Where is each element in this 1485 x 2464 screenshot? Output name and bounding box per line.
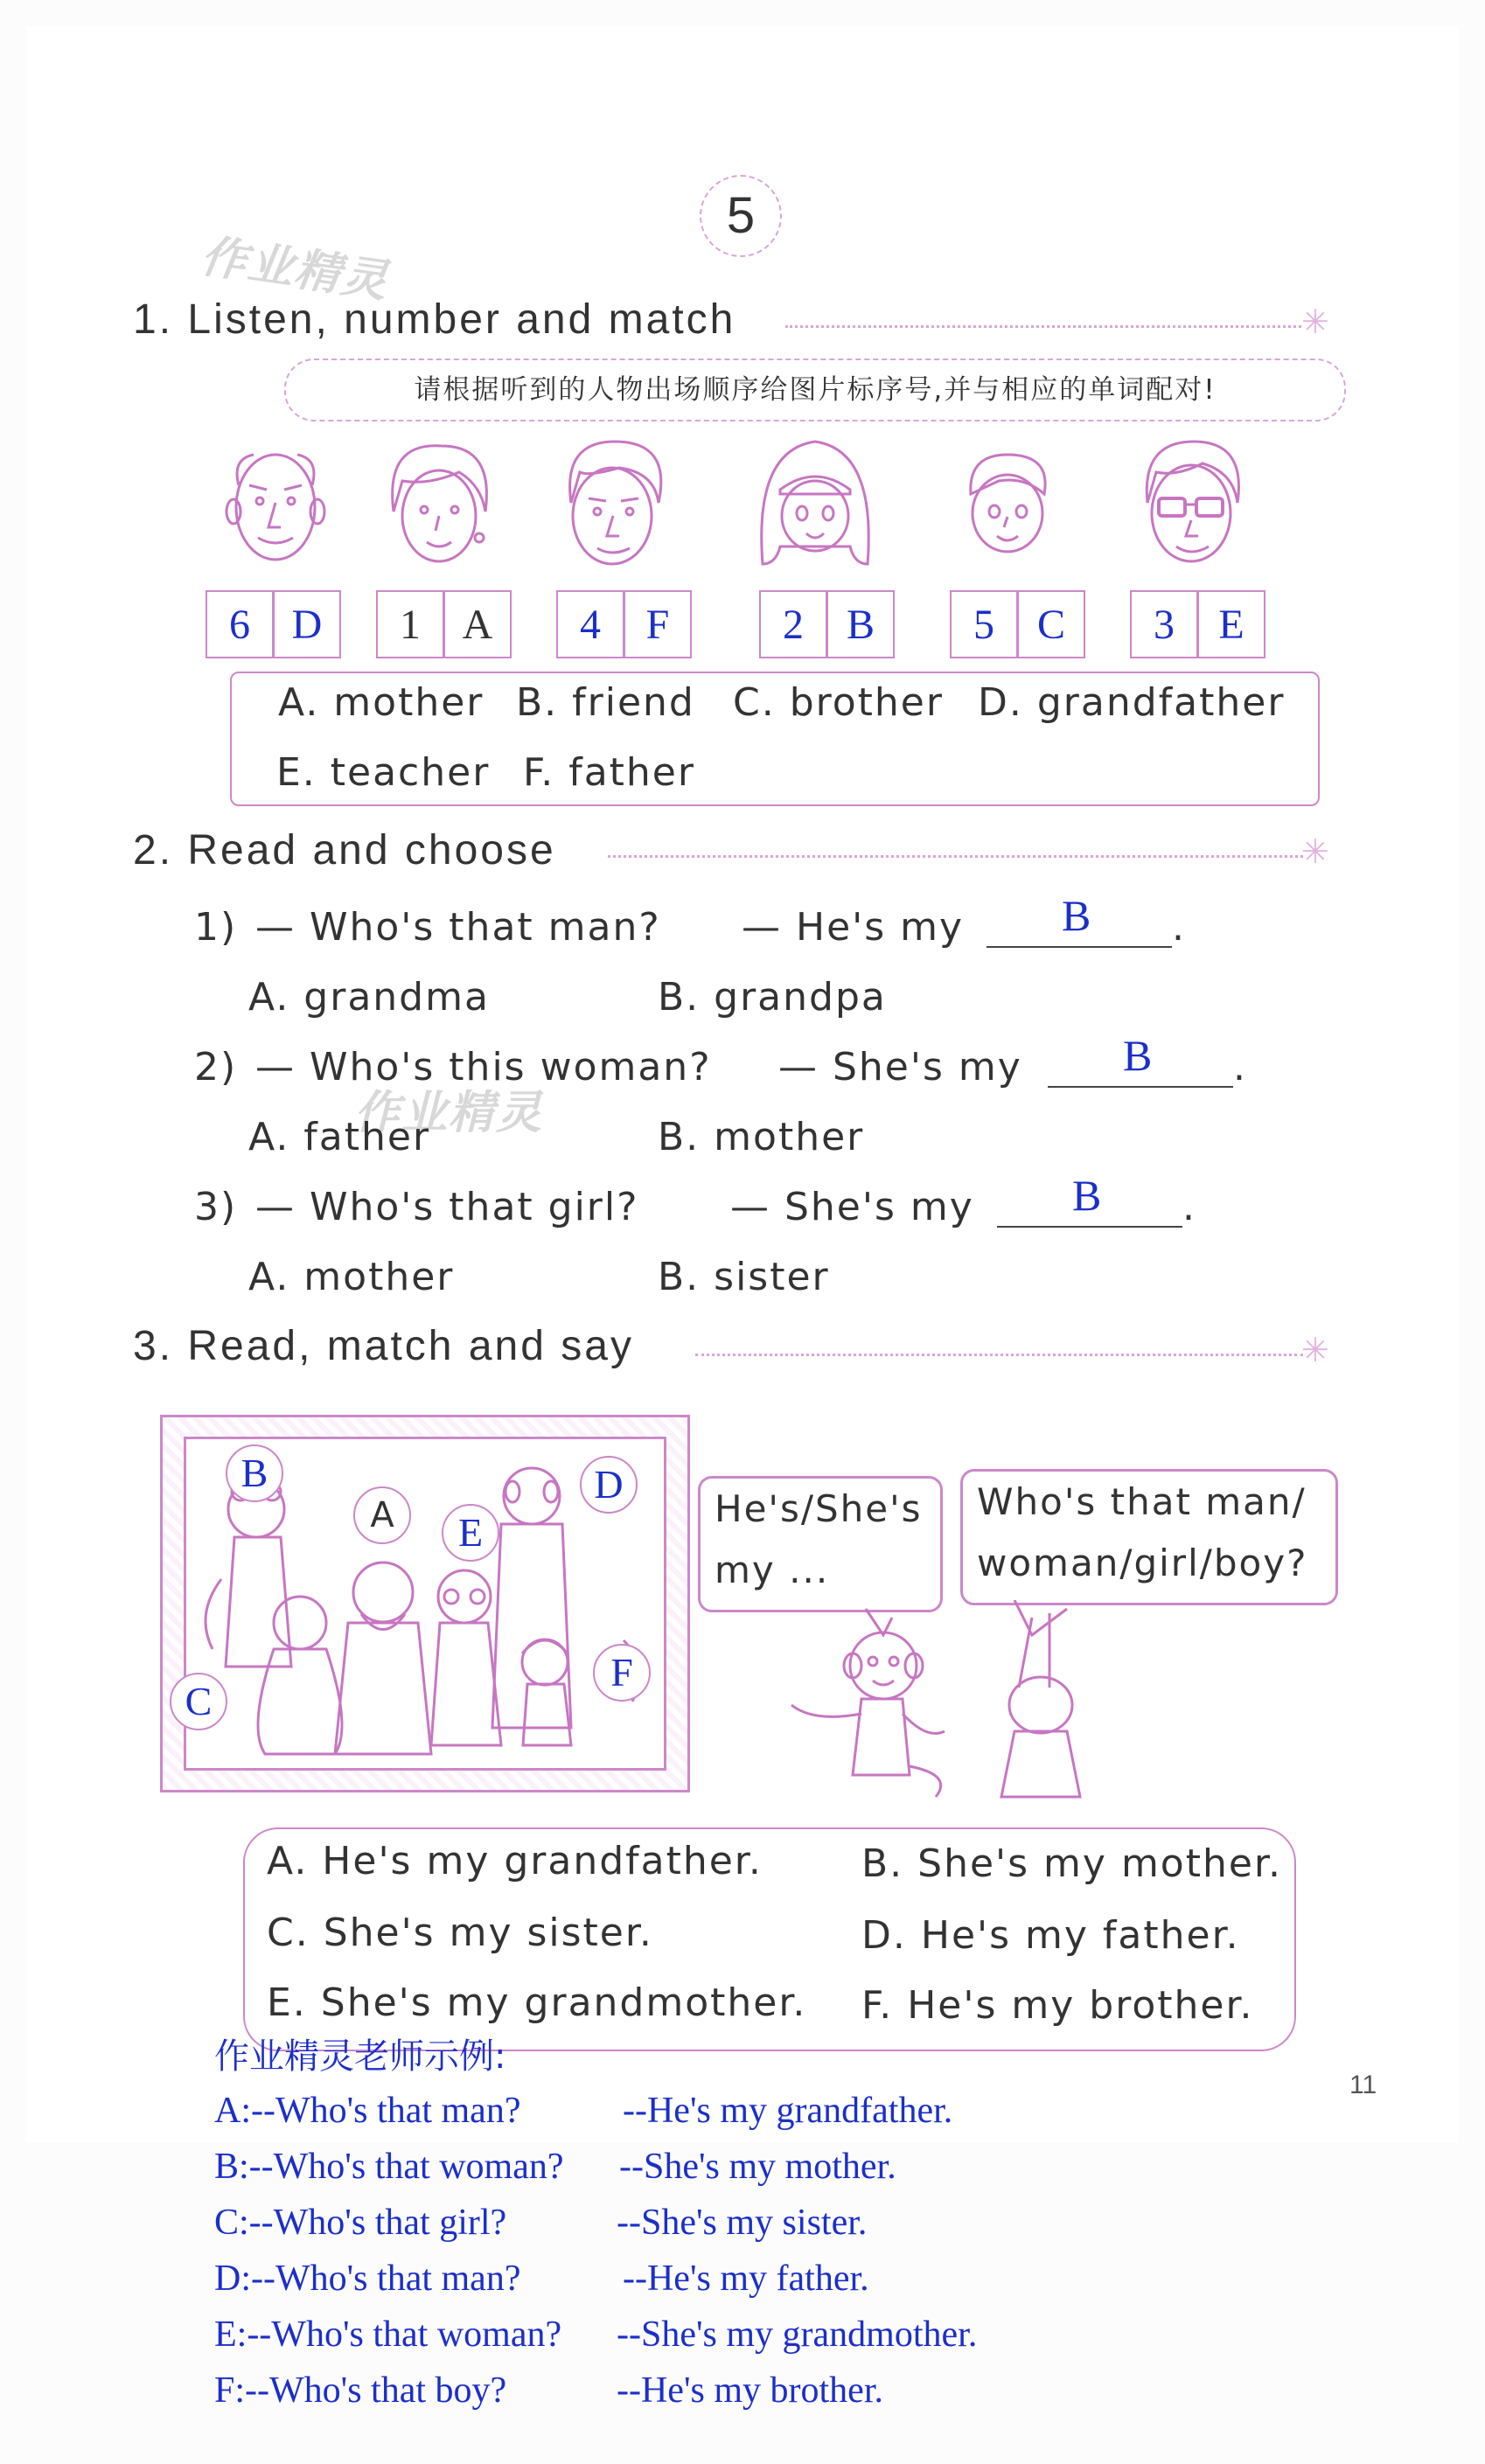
answer-pair: [950, 590, 1085, 658]
father-face-icon: [549, 433, 672, 573]
option-a: A. mother: [278, 680, 485, 725]
answer-pair: [206, 590, 341, 658]
letter-cell[interactable]: A: [444, 590, 512, 658]
number-cell[interactable]: 6: [206, 590, 274, 658]
sentence-d: D. He's my father.: [861, 1913, 1240, 1958]
bubble-line: Who's that man/: [977, 1480, 1307, 1523]
answer-blank[interactable]: [987, 946, 1172, 948]
example-answer: --She's my grandmother.: [617, 2314, 978, 2355]
example-question: F:--Who's that boy?: [214, 2370, 507, 2411]
answer-pair: [759, 590, 895, 658]
star-icon: ✳: [1301, 303, 1329, 341]
sister-face-icon: [754, 433, 876, 573]
answer-blank[interactable]: [997, 1226, 1182, 1228]
letter-cell[interactable]: D: [274, 590, 341, 658]
label-a: A: [353, 1486, 411, 1544]
period: .: [1233, 1045, 1247, 1089]
bubble-line: my ...: [715, 1549, 830, 1591]
example-question: B:--Who's that woman?: [214, 2147, 564, 2187]
example-answer: --She's my sister.: [617, 2203, 868, 2243]
choice-b: B. grandpa: [658, 975, 887, 1020]
lesson-number: 5: [700, 175, 782, 257]
example-question: C:--Who's that girl?: [214, 2203, 507, 2243]
question-number: 2): [194, 1045, 238, 1089]
option-e: E. teacher: [276, 750, 491, 795]
answer-pair: [376, 590, 512, 658]
divider: [695, 1354, 1303, 1356]
choice-a: A. grandma: [248, 975, 490, 1020]
speech-bubble-answer: [698, 1476, 943, 1612]
example-answer: --She's my mother.: [619, 2147, 896, 2187]
mother-face-icon: [376, 433, 498, 573]
question-text: — Who's that man?: [255, 905, 661, 950]
label-f: F: [593, 1644, 651, 1702]
letter-cell[interactable]: C: [1018, 590, 1085, 658]
letter-cell[interactable]: B: [827, 590, 895, 658]
sentence-a: A. He's my grandfather.: [267, 1839, 763, 1883]
answer-pair: [1130, 590, 1265, 658]
example-question: E:--Who's that woman?: [214, 2314, 562, 2355]
question-text: — Who's this woman?: [255, 1045, 712, 1089]
section-2-title: 2. Read and choose: [133, 827, 556, 874]
divider: [785, 325, 1301, 328]
question-number: 1): [194, 905, 238, 950]
monkey-and-rabbit-icon: [778, 1600, 1111, 1801]
choice-a: A. father: [248, 1115, 431, 1159]
page-number: 11: [1349, 2071, 1377, 2099]
grandfather-face-icon: [214, 433, 337, 573]
number-cell[interactable]: 1: [376, 590, 444, 658]
period: .: [1172, 905, 1186, 950]
answer-letter: B: [1062, 891, 1091, 940]
bubble-line: woman/girl/boy?: [977, 1542, 1308, 1584]
option-f: F. father: [523, 750, 695, 795]
answer-prompt: — He's my: [742, 905, 965, 950]
letter-cell[interactable]: E: [1198, 590, 1265, 658]
divider: [608, 855, 1303, 858]
choice-b: B. sister: [658, 1255, 830, 1299]
example-heading: 作业精灵老师示例:: [214, 2036, 506, 2077]
label-e: E: [442, 1504, 499, 1562]
option-d: D. grandfather: [978, 680, 1286, 725]
question-number: 3): [194, 1185, 238, 1229]
answer-pair: [556, 590, 692, 658]
label-d: D: [580, 1456, 638, 1514]
sentence-e: E. She's my grandmother.: [267, 1980, 807, 2025]
label-b: B: [226, 1444, 283, 1502]
example-question: A:--Who's that man?: [214, 2091, 521, 2131]
period: .: [1182, 1185, 1196, 1229]
section-1-title: 1. Listen, number and match: [133, 296, 736, 343]
number-cell[interactable]: 2: [759, 590, 827, 658]
answer-blank[interactable]: [1048, 1086, 1233, 1088]
star-icon: ✳: [1301, 832, 1329, 871]
watermark: 作业精灵: [354, 1087, 544, 1139]
choice-b: B. mother: [658, 1115, 865, 1159]
answer-prompt: — She's my: [730, 1185, 974, 1229]
choice-a: A. mother: [248, 1255, 455, 1299]
teacher-face-icon: [1128, 433, 1251, 573]
label-c: C: [170, 1673, 227, 1730]
section-3-title: 3. Read, match and say: [133, 1323, 634, 1369]
number-cell[interactable]: 4: [556, 590, 624, 658]
bubble-line: He's/She's: [715, 1487, 923, 1530]
sentence-f: F. He's my brother.: [861, 1983, 1254, 2028]
brother-face-icon: [946, 433, 1069, 573]
example-answer: --He's my grandfather.: [623, 2091, 953, 2131]
question-text: — Who's that girl?: [255, 1185, 639, 1229]
speech-bubble-question: [960, 1469, 1338, 1605]
sentence-b: B. She's my mother.: [861, 1841, 1282, 1886]
number-cell[interactable]: 5: [950, 590, 1018, 658]
option-b: B. friend: [516, 680, 695, 725]
option-c: C. brother: [733, 680, 944, 725]
answer-letter: B: [1123, 1031, 1153, 1080]
sentence-c: C. She's my sister.: [267, 1911, 653, 1955]
answer-letter: B: [1072, 1171, 1102, 1220]
answer-prompt: — She's my: [778, 1045, 1022, 1089]
example-question: D:--Who's that man?: [214, 2259, 521, 2299]
letter-cell[interactable]: F: [624, 590, 692, 658]
star-icon: ✳: [1301, 1331, 1329, 1369]
watermark: 作业精灵: [198, 230, 393, 309]
example-answer: --He's my brother.: [617, 2370, 883, 2411]
number-cell[interactable]: 3: [1130, 590, 1198, 658]
example-answer: --He's my father.: [623, 2259, 869, 2299]
instruction: 请根据听到的人物出场顺序给图片标序号,并与相应的单词配对!: [284, 358, 1346, 421]
